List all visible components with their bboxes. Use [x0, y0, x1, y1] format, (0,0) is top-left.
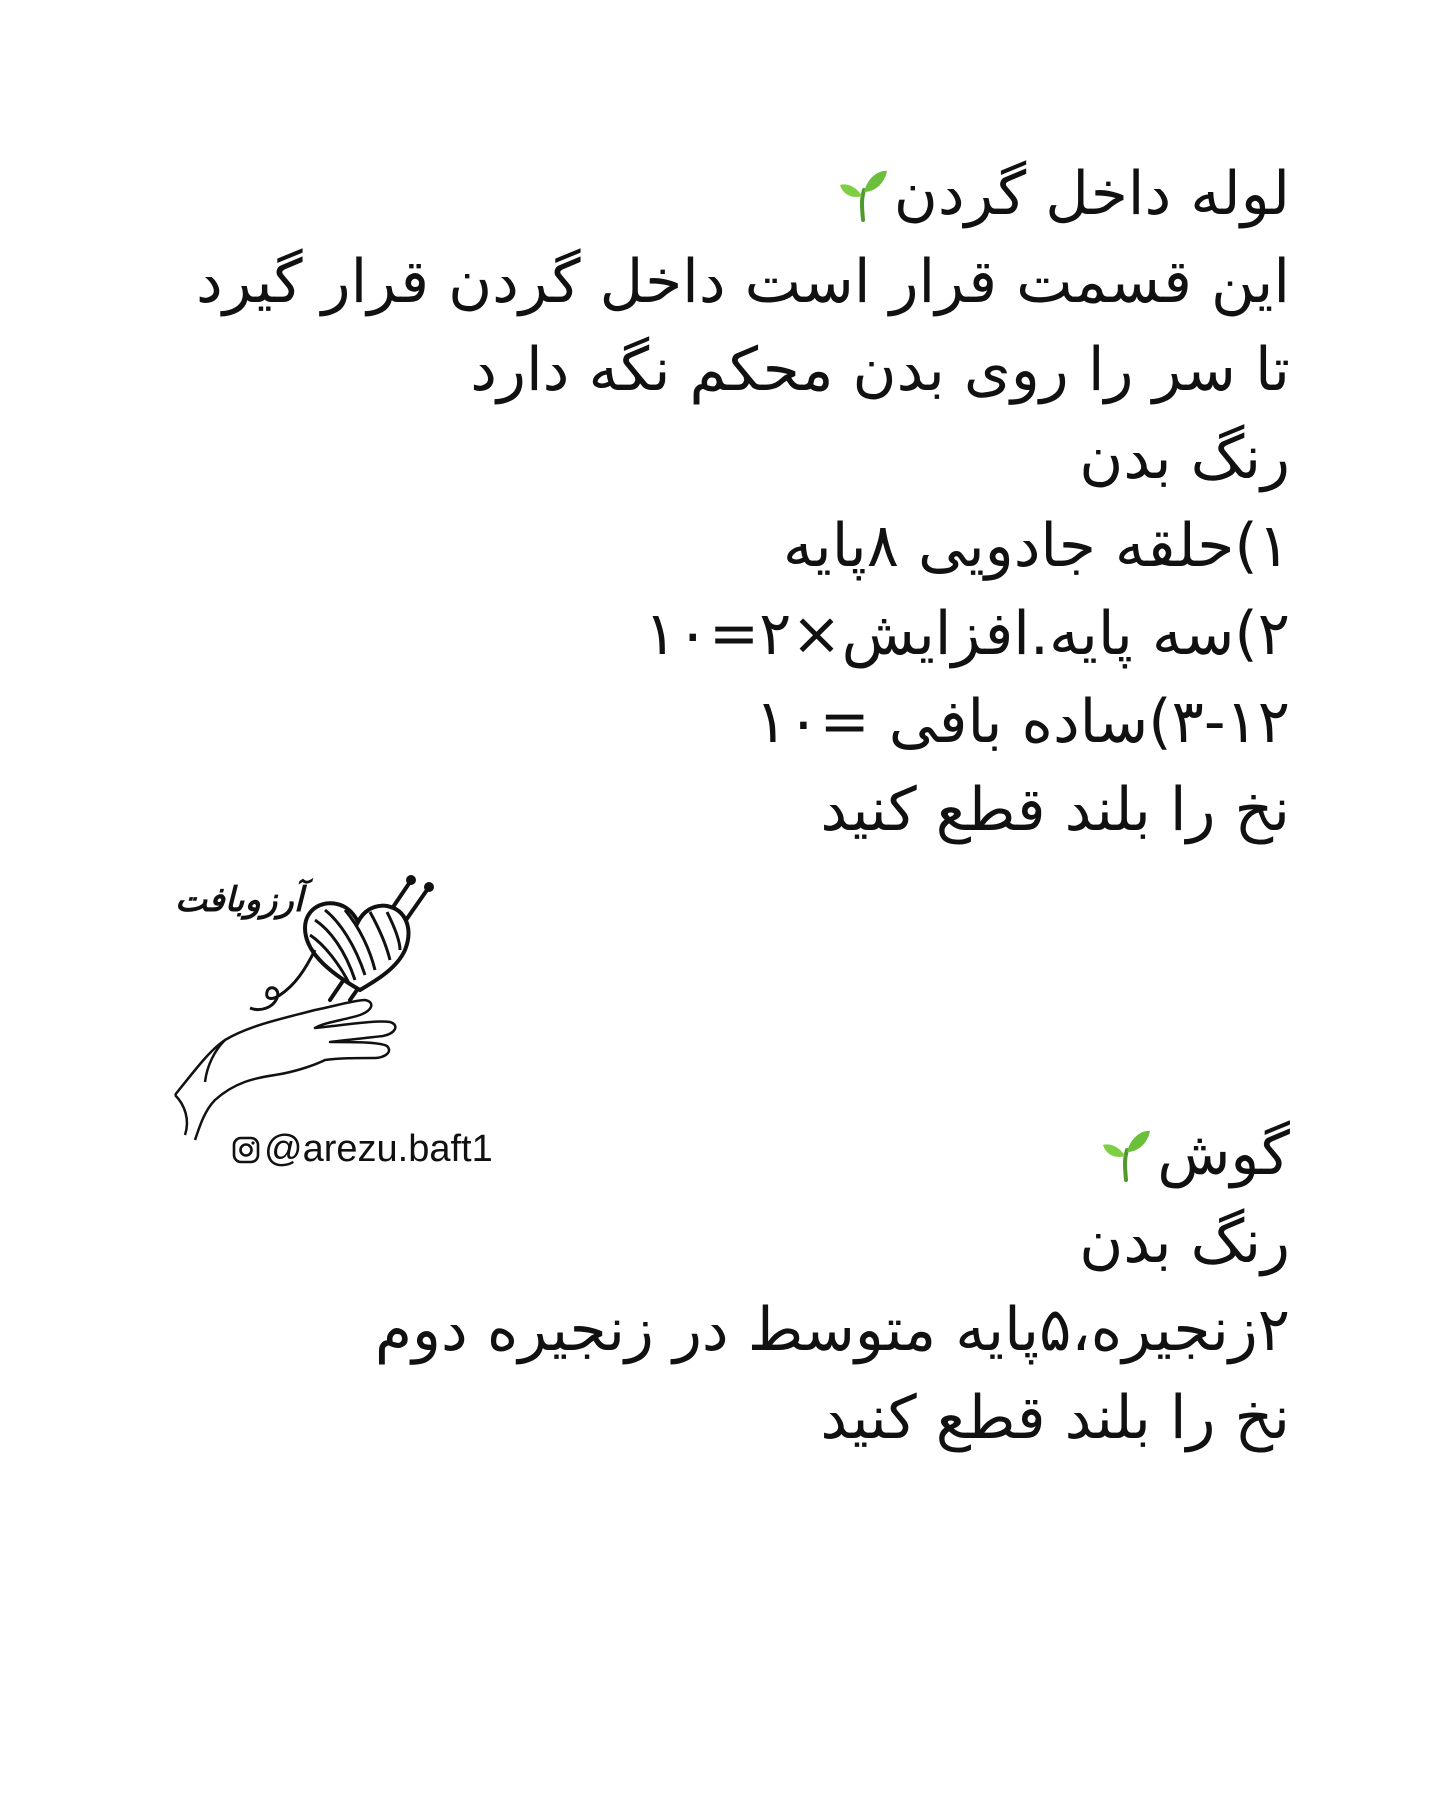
instagram-icon [232, 1136, 260, 1164]
neck-title-line [196, 150, 1290, 238]
ear-line-finish: نخ را بلند قطع کنید [820, 1383, 1290, 1453]
neck-line-2: تا سر را روی بدن محکم نگه دارد [470, 335, 1290, 405]
brand-name: آرزوبافت [175, 880, 304, 920]
sprout-icon [1101, 1126, 1151, 1182]
neck-line-3: رنگ بدن [1079, 423, 1290, 493]
neck-step-3-12: ۳-۱۲)ساده بافی =۱۰ [754, 687, 1290, 757]
neck-line-finish: نخ را بلند قطع کنید [820, 775, 1290, 845]
ear-title: گوش [1157, 1119, 1290, 1189]
neck-step-1: ۱)حلقه جادویی ۸پایه [782, 511, 1290, 581]
ear-line-2: ۲زنجیره،۵پایه متوسط در زنجیره دوم [374, 1295, 1290, 1365]
instagram-handle-text: @arezu.baft1 [264, 1128, 493, 1170]
neck-tube-section [196, 150, 1290, 854]
neck-step-2: ۲)سه پایه.افزایش×۲=۱۰ [644, 599, 1290, 669]
ear-section [375, 1110, 1290, 1462]
ear-line-1: رنگ بدن [1079, 1207, 1290, 1277]
neck-line-1: این قسمت قرار است داخل گردن قرار گیرد [196, 247, 1290, 317]
sprout-icon [838, 166, 888, 222]
ear-title-line [375, 1110, 1290, 1198]
neck-title: لوله داخل گردن [893, 159, 1290, 229]
